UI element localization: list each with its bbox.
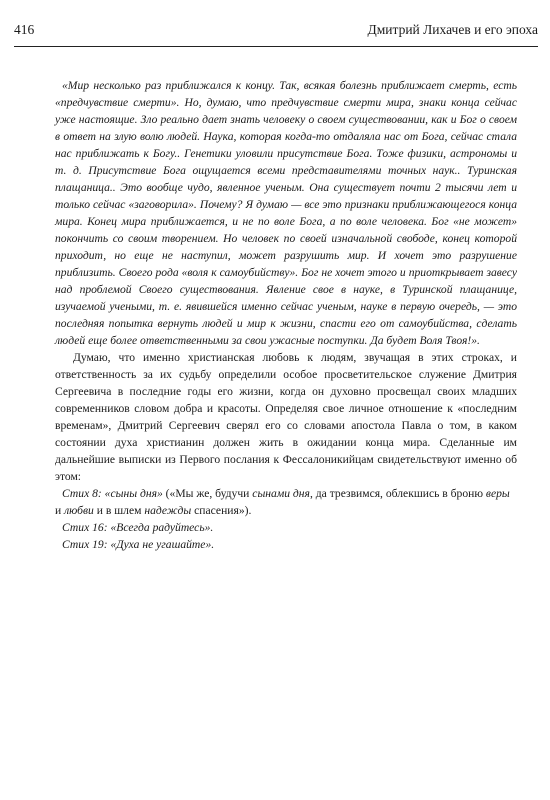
body-text xyxy=(55,77,517,553)
verse-8 xyxy=(55,485,517,519)
verse-8-text-3: и xyxy=(55,504,65,517)
verse-8-text-2: , да трезвимся, облекшись в броню xyxy=(309,487,486,500)
verse-8-text-4: и в шлем xyxy=(93,504,145,517)
verse-8-text-5: спасения»). xyxy=(191,504,252,517)
verse-8-em-2: веры xyxy=(485,487,510,500)
verse-8-em-3: любви xyxy=(64,504,94,517)
verse-8-em-4: надежды xyxy=(144,504,192,517)
verse-8-label: Стих 8: «сыны дня» xyxy=(62,487,163,500)
header-rule xyxy=(14,46,538,47)
verse-8-em-1: сынами дня xyxy=(252,487,310,500)
quote-paragraph: «Мир несколько раз приближался к концу. Так, всякая болезнь приближает смерть, есть «предчувствие смерти». Но, думаю, что предчувствие смерти мира, знаки конца сейчас уже настоящие. Зло реально дает знать человеку о своем существовании, как и Бог о своем в ответ на злую волю людей. Наука, которая когда-то отдаляла нас от Бога, сейчас стала нас приближать к Богу.. Генетики уловили присутствие Бога. Тоже физики, астрономы и т. д. Присутствие Бога ощущается всеми представителями точных наук.. Туринская плащаница.. Это вообще чудо, явленное ученым. Она существует почти 2 тысячи лет и только сейчас «заговорила». Почему? Я думаю — все это признаки приближающегося конца мира. Конец мира приближается, и не по воле Бога, а по воле человека. Бог «не может» покончить со своим творением. Но человек по своей изначальной свободе, конец которой приходит, но еще не наступил, может разрушить мир. И хочет это разрушение приблизить. Своего рода «воля к самоубийству». Бог не хочет этого и приоткрывает завесу над проблемой Своего существования. Явление свое в науке, в Туринской плащанице, изучаемой учеными, т. е. явившейся именно сейчас ученым, науке в первую очередь, — это последняя попытка вернуть людей и мир к жизни, спасти его от самоубийства, сделать людей еще более ответственными за свои ужасные поступки. Да будет Воля Твоя!». xyxy=(55,79,517,347)
verse-8-text-1: («Мы же, будучи xyxy=(162,487,253,500)
verse-19: Стих 19: «Духа не угашайте». xyxy=(62,538,215,551)
body-paragraph: Думаю, что именно христианская любовь к людям, звучащая в этих строках, и ответственность за их судьбу определили особое просветительское служение Дмитрия Сергеевича в последние годы его жизни, когда он духовно просвещал своих младших современников словом добра и красоты. Определяя свое личное отношение к «последним временам», Дмитрий Сергеевич сверял его со словами апостола Павла о том, в каком состоянии духа христианин должен жить в ожидании конца мира. Сделанные им дальнейшие выписки из Первого послания к Фессалоникийцам свидетельствуют именно об этом: xyxy=(55,351,517,483)
page-header xyxy=(14,22,538,42)
running-title: Дмитрий Лихачев и его эпоха xyxy=(367,22,538,37)
page-number: 416 xyxy=(14,22,35,37)
verse-16: Стих 16: «Всегда радуйтесь». xyxy=(62,521,214,534)
